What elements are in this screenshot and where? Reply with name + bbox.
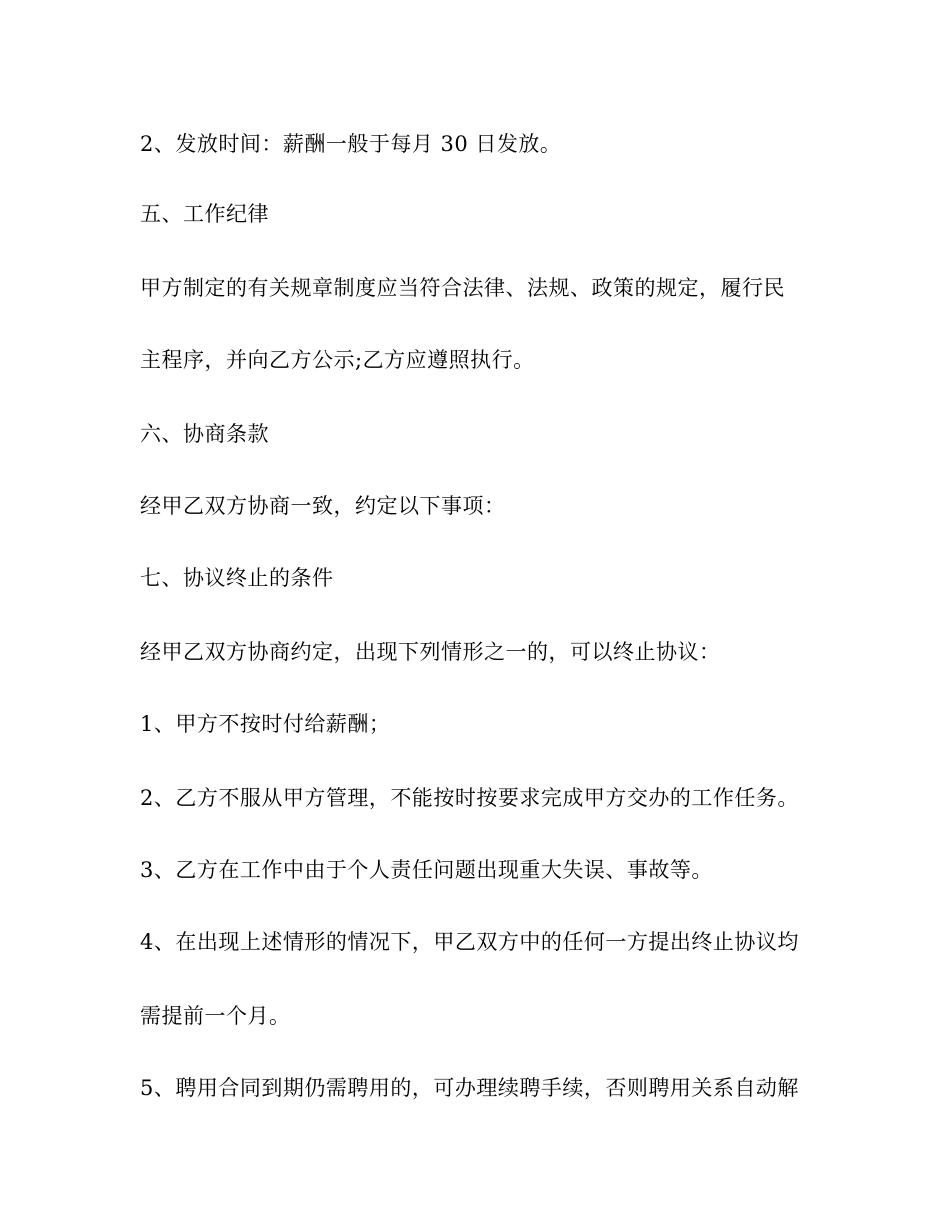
section-heading: 六、协商条款 <box>140 422 269 446</box>
list-item: 2、乙方不服从甲方管理，不能按时按要求完成甲方交办的工作任务。 <box>140 786 799 810</box>
list-item: 4、在出现上述情形的情况下，甲乙双方中的任何一方提出终止协议均 <box>140 930 799 954</box>
paragraph-line: 主程序，并向乙方公示;乙方应遵照执行。 <box>140 348 535 372</box>
list-item: 3、乙方在工作中由于个人责任问题出现重大失误、事故等。 <box>140 858 713 882</box>
section-heading: 五、工作纪律 <box>140 202 269 226</box>
paragraph-line: 甲方制定的有关规章制度应当符合法律、法规、政策的规定，履行民 <box>140 276 785 300</box>
list-item: 1、甲方不按时付给薪酬； <box>140 712 391 736</box>
paragraph-line: 经甲乙双方协商一致，约定以下事项： <box>140 494 506 518</box>
paragraph-line: 2、发放时间：薪酬一般于每月 30 日发放。 <box>140 132 562 156</box>
list-item: 5、聘用合同到期仍需聘用的，可办理续聘手续，否则聘用关系自动解 <box>140 1076 799 1100</box>
paragraph-line: 经甲乙双方协商约定，出现下列情形之一的，可以终止协议： <box>140 640 721 664</box>
paragraph-line: 需提前一个月。 <box>140 1004 291 1028</box>
section-heading: 七、协议终止的条件 <box>140 566 334 590</box>
